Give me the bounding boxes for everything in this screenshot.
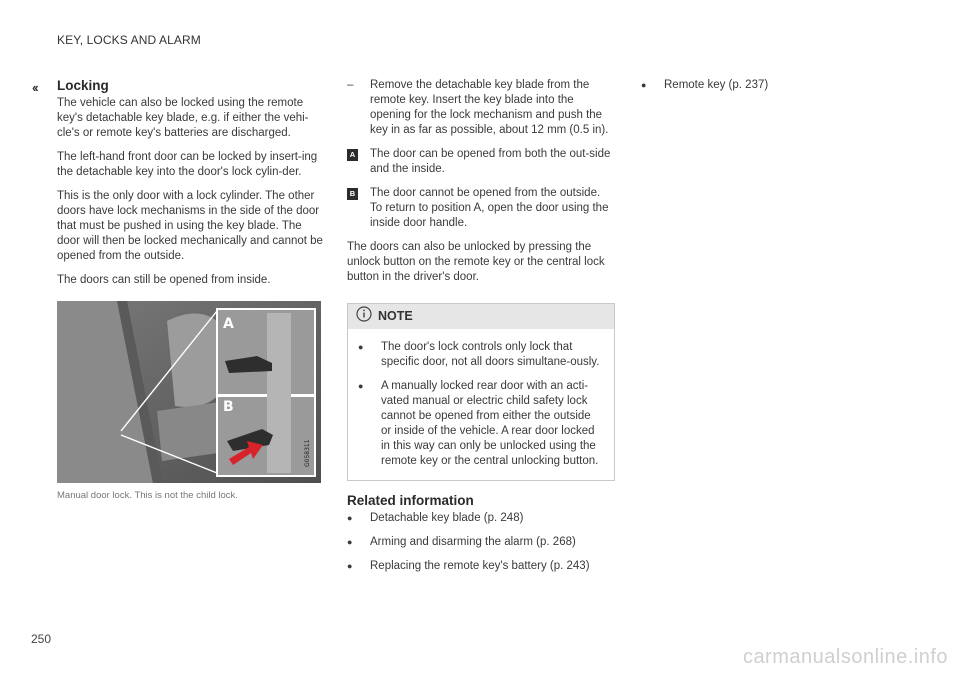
bullet: ● xyxy=(347,561,353,571)
page-header: KEY, LOCKS AND ALARM xyxy=(57,33,201,47)
position-a-row xyxy=(347,147,615,177)
bullet: ● xyxy=(358,381,364,391)
figure-label-b: B xyxy=(223,399,234,415)
step-text: Remove the detachable key blade from the remote key. Insert the key blade into the opening for the lock mechanism and push the key in as far as possible, about 12 mm (0.5 in). xyxy=(370,79,609,136)
related-link[interactable]: Arming and disarming the alarm (p. 268) xyxy=(370,536,576,548)
related-link[interactable]: Detachable key blade (p. 248) xyxy=(370,512,524,524)
instruction-step xyxy=(347,78,615,138)
figure-code: G058311 xyxy=(304,439,311,467)
paragraph: The left-hand front door can be locked by insert-ing the detachable key into the door's lock cylin-der. xyxy=(57,151,318,178)
position-b-text: The door cannot be opened from the outside. To return to position A, open the door using the inside door handle. xyxy=(370,187,609,229)
bullet: ● xyxy=(358,342,364,352)
info-icon xyxy=(356,306,372,327)
middle-column xyxy=(347,78,615,583)
note-item-text: A manually locked rear door with an acti-vated manual or electric child safety lock cannot be opened from either the outside or inside of the vehicle. A rear door locked in this way can only be unlocked using the remote key or the central unlocking button. xyxy=(381,380,599,467)
bullet: ● xyxy=(347,537,353,547)
section-heading-locking: Locking xyxy=(57,78,109,93)
page-number: 250 xyxy=(31,632,52,646)
note-header xyxy=(348,304,614,329)
list-item xyxy=(347,559,615,574)
position-a-marker: A xyxy=(347,149,358,161)
related-link[interactable]: Replacing the remote key's battery (p. 243) xyxy=(370,560,590,572)
note-box xyxy=(347,303,615,481)
unlock-paragraph: The doors can also be unlocked by pressing the unlock button on the remote key or the central lock button in the driver's door. xyxy=(347,241,605,283)
paragraph: The vehicle can also be locked using the remote key's detachable key blade, e.g. if either the vehi-cle's or remote key's batteries are discharged. xyxy=(57,97,309,139)
related-links xyxy=(347,511,615,574)
door-lock-illustration xyxy=(57,301,321,483)
paragraph: The doors can still be opened from inside. xyxy=(57,274,271,286)
figure-caption: Manual door lock. This is not the child lock. xyxy=(57,490,238,501)
note-body xyxy=(348,329,614,480)
watermark: carmanualsonline.info xyxy=(742,646,948,668)
figure-label-a: A xyxy=(223,316,234,332)
bullet: ● xyxy=(347,513,353,523)
position-a-text: The door can be opened from both the out-side and the inside. xyxy=(370,148,611,175)
door-lock-drawing xyxy=(57,301,321,483)
step-dash: – xyxy=(347,79,354,91)
list-item xyxy=(358,340,604,370)
note-title: NOTE xyxy=(378,309,413,323)
paragraph: This is the only door with a lock cylinder. The other doors have lock mechanisms in the side of the door that must be pushed in using the key blade. The door will then be locked mechanically and cannot be opened from the outside. xyxy=(57,190,323,262)
list-item xyxy=(347,511,615,526)
right-column xyxy=(641,78,881,102)
list-item xyxy=(347,535,615,550)
position-b-row xyxy=(347,186,615,231)
left-column xyxy=(57,78,325,503)
continued-marker: ‹‹ xyxy=(32,80,37,95)
position-b-marker: B xyxy=(347,188,358,200)
note-item-text: The door's lock controls only lock that specific door, not all doors simultane-ously. xyxy=(381,341,600,368)
list-item xyxy=(641,78,881,93)
bullet: ● xyxy=(641,80,647,90)
related-information-heading: Related information xyxy=(347,493,474,508)
list-item xyxy=(358,379,604,469)
related-link[interactable]: Remote key (p. 237) xyxy=(664,79,769,91)
